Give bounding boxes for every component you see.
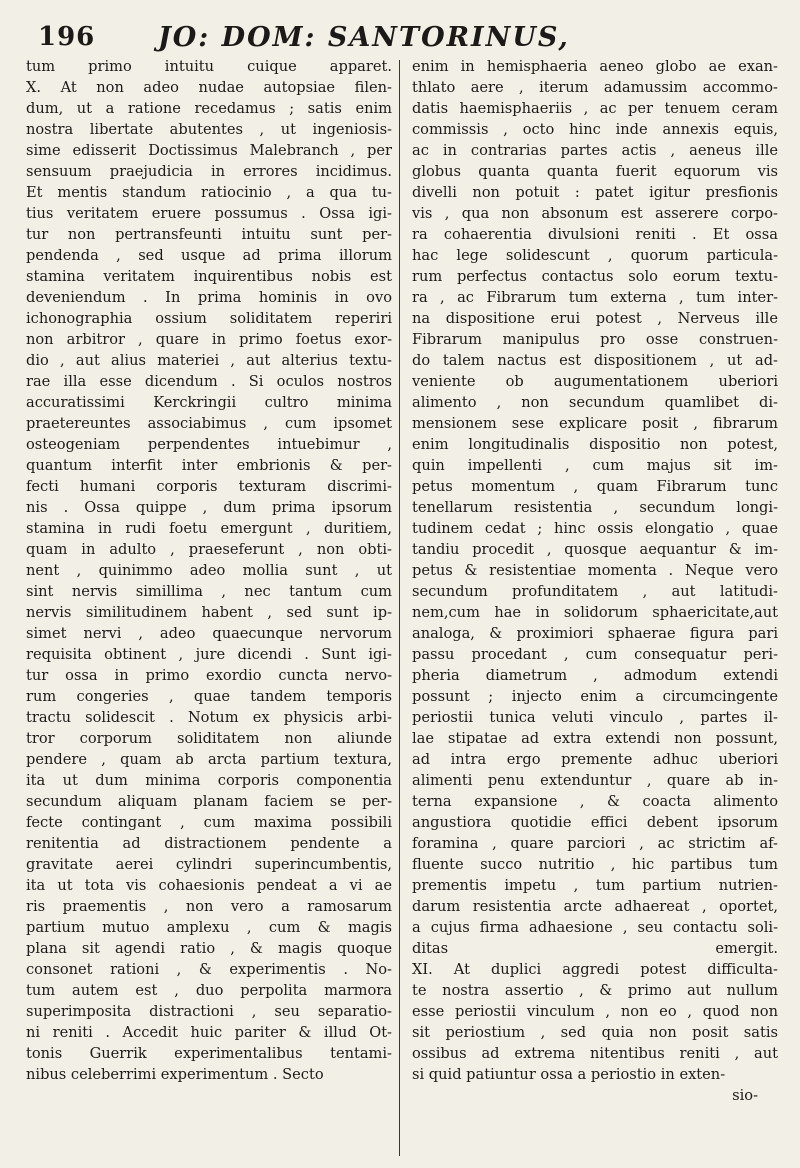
text-line: analoga, & proximiori sphaerae figura pari — [412, 625, 778, 642]
text-line: te nostra assertio , & primo aut nullum — [412, 982, 778, 999]
right-column — [412, 56, 778, 1160]
text-line: hac lege solidescunt , quorum particula- — [412, 247, 778, 264]
left-column — [26, 56, 392, 1160]
text-line: tius veritatem eruere possumus . Ossa igi- — [26, 205, 392, 222]
text-line: tur ossa in primo exordio cuncta nervo- — [26, 667, 392, 684]
text-line: renitentia ad distractionem pendente a — [26, 835, 392, 852]
text-line: ichonographia ossium soliditatem reperiri — [26, 310, 392, 327]
text-line: consonet rationi , & experimentis . No- — [26, 961, 392, 978]
text-line: tum primo intuitu cuique apparet. — [26, 58, 392, 75]
text-line: plana sit agendi ratio , & magis quoque — [26, 940, 392, 957]
text-line: fecte contingant , cum maxima possibili — [26, 814, 392, 831]
text-line: angustiora quotidie effici debent ipsorum — [412, 814, 778, 831]
text-line: pendere , quam ab arcta partium textura, — [26, 751, 392, 768]
text-line: na dispositione erui potest , Nerveus ille — [412, 310, 778, 327]
text-line: mensionem sese explicare posit , fibrarum — [412, 415, 778, 432]
text-line: XI. At duplici aggredi potest difficulta- — [412, 961, 778, 978]
text-line: sint nervis simillima , nec tantum cum — [26, 583, 392, 600]
text-line: commissis , octo hinc inde annexis equis, — [412, 121, 778, 138]
text-line: secundum aliquam planam faciem se per- — [26, 793, 392, 810]
text-line: darum resistentia arcte adhaereat , oportet, — [412, 898, 778, 915]
text-line: pheria diametrum , admodum extendi — [412, 667, 778, 684]
text-line: requisita obtinent , jure dicendi . Sunt igi- — [26, 646, 392, 663]
text-line: tum autem est , duo perpolita marmora — [26, 982, 392, 999]
text-line: ra , ac Fibrarum tum externa , tum inter- — [412, 289, 778, 306]
text-line: gravitate aerei cylindri superincumbentis, — [26, 856, 392, 873]
text-line: pendenda , sed usque ad prima illorum — [26, 247, 392, 264]
text-line: fecti humani corporis texturam discrimi- — [26, 478, 392, 495]
text-line: tandiu procedit , quosque aequantur & im- — [412, 541, 778, 558]
text-line: lae stipatae ad extra extendi non possunt, — [412, 730, 778, 747]
text-line: vis , qua non absonum est asserere corpo- — [412, 205, 778, 222]
text-line: Et mentis standum ratiocinio , a qua tu- — [26, 184, 392, 201]
page-number: 196 — [38, 22, 96, 52]
catchword: sio- — [732, 1087, 758, 1104]
text-line: ac in contrarias partes actis , aeneus ille — [412, 142, 778, 159]
text-line: thlato aere , iterum adamussim accommo- — [412, 79, 778, 96]
text-line: nostra libertate abutentes , ut ingeniosis- — [26, 121, 392, 138]
text-line: rae illa esse dicendum . Si oculos nostros — [26, 373, 392, 390]
text-line: tenellarum resistentia , secundum longi- — [412, 499, 778, 516]
text-line: alimenti penu extenduntur , quare ab in- — [412, 772, 778, 789]
text-line: passu procedant , cum consequatur peri- — [412, 646, 778, 663]
text-line: quin impellenti , cum majus sit im- — [412, 457, 778, 474]
text-line: enim in hemisphaeria aeneo globo ae exan- — [412, 58, 778, 75]
text-line: deveniendum . In prima hominis in ovo — [26, 289, 392, 306]
text-line: tror corporum soliditatem non aliunde — [26, 730, 392, 747]
text-line: ra cohaerentia divulsioni reniti . Et ossa — [412, 226, 778, 243]
text-line: quam in adulto , praeseferunt , non obti- — [26, 541, 392, 558]
text-line: alimento , non secundum quamlibet di- — [412, 394, 778, 411]
text-line: ni reniti . Accedit huic pariter & illud Ot- — [26, 1024, 392, 1041]
text-line: possunt ; injecto enim a circumcingente — [412, 688, 778, 705]
text-line: esse periostii vinculum , non eo , quod non — [412, 1003, 778, 1020]
text-line: divelli non potuit : patet igitur presfionis — [412, 184, 778, 201]
text-line: nem,cum hae in solidorum sphaericitate,aut — [412, 604, 778, 621]
running-title: JO: DOM: SANTORINUS, — [158, 22, 570, 53]
text-line: tudinem cedat ; hinc ossis elongatio , quae — [412, 520, 778, 537]
text-line: sit periostium , sed quia non posit satis — [412, 1024, 778, 1041]
text-line: ditas emergit. — [412, 940, 778, 957]
text-line: stamina veritatem inquirentibus nobis est — [26, 268, 392, 285]
text-line: secundum profunditatem , aut latitudi- — [412, 583, 778, 600]
text-line: veniente ob augumentationem uberiori — [412, 373, 778, 390]
text-line: ossibus ad extrema nitentibus reniti , aut — [412, 1045, 778, 1062]
text-line: sime edisserit Doctissimus Malebranch , per — [26, 142, 392, 159]
text-line: superimposita distractioni , seu separatio- — [26, 1003, 392, 1020]
text-line: periostii tunica veluti vinculo , partes il- — [412, 709, 778, 726]
text-line: sensuum praejudicia in errores incidimus. — [26, 163, 392, 180]
text-line: simet nervi , adeo quaecunque nervorum — [26, 625, 392, 642]
text-line: globus quanta quanta fuerit equorum vis — [412, 163, 778, 180]
text-line: tonis Guerrik experimentalibus tentami- — [26, 1045, 392, 1062]
text-line: nervis similitudinem habent , sed sunt ip- — [26, 604, 392, 621]
text-line: tractu solidescit . Notum ex physicis arbi- — [26, 709, 392, 726]
text-line: foramina , quare parciori , ac strictim af- — [412, 835, 778, 852]
text-line: si quid patiuntur ossa a periostio in exten- — [412, 1066, 726, 1083]
page-header — [38, 18, 762, 60]
text-line: terna expansione , & coacta alimento — [412, 793, 778, 810]
text-line: non arbitror , quare in primo foetus exor- — [26, 331, 392, 348]
text-line: enim longitudinalis dispositio non potest, — [412, 436, 778, 453]
text-line: do talem nactus est dispositionem , ut ad- — [412, 352, 778, 369]
column-rule — [399, 60, 400, 1156]
text-line: petus & resistentiae momenta . Neque vero — [412, 562, 778, 579]
text-line: petus momentum , quam Fibrarum tunc — [412, 478, 778, 495]
text-line: accuratissimi Kerckringii cultro minima — [26, 394, 392, 411]
text-line: partium mutuo amplexu , cum & magis — [26, 919, 392, 936]
text-line: ris praementis , non vero a ramosarum — [26, 898, 392, 915]
text-line: rum perfectus contactus solo eorum textu- — [412, 268, 778, 285]
text-line: Fibrarum manipulus pro osse construen- — [412, 331, 778, 348]
text-line: praetereuntes associabimus , cum ipsomet — [26, 415, 392, 432]
text-columns — [26, 56, 782, 1160]
text-line: fluente succo nutritio , hic partibus tum — [412, 856, 778, 873]
text-line: dum, ut a ratione recedamus ; satis enim — [26, 100, 392, 117]
text-line: quantum interfit inter embrionis & per- — [26, 457, 392, 474]
text-line: nibus celeberrimi experimentum . Secto — [26, 1066, 324, 1083]
text-line: rum congeries , quae tandem temporis — [26, 688, 392, 705]
text-line: stamina in rudi foetu emergunt , duritiem, — [26, 520, 392, 537]
text-line: nent , quinimmo adeo mollia sunt , ut — [26, 562, 392, 579]
text-line: ita ut dum minima corporis componentia — [26, 772, 392, 789]
text-line: ad intra ergo premente adhuc uberiori — [412, 751, 778, 768]
text-line: prementis impetu , tum partium nutrien- — [412, 877, 778, 894]
text-line: nis . Ossa quippe , dum prima ipsorum — [26, 499, 392, 516]
text-line: a cujus firma adhaesione , seu contactu soli- — [412, 919, 778, 936]
text-line: tur non pertransfeunti intuitu sunt per- — [26, 226, 392, 243]
text-line: X. At non adeo nudae autopsiae filen- — [26, 79, 392, 96]
text-line: ita ut tota vis cohaesionis pendeat a vi ae — [26, 877, 392, 894]
text-line: datis haemisphaeriis , ac per tenuem ceram — [412, 100, 778, 117]
text-line: dio , aut alius materiei , aut alterius textu- — [26, 352, 392, 369]
text-line: osteogeniam perpendentes intuebimur , — [26, 436, 392, 453]
